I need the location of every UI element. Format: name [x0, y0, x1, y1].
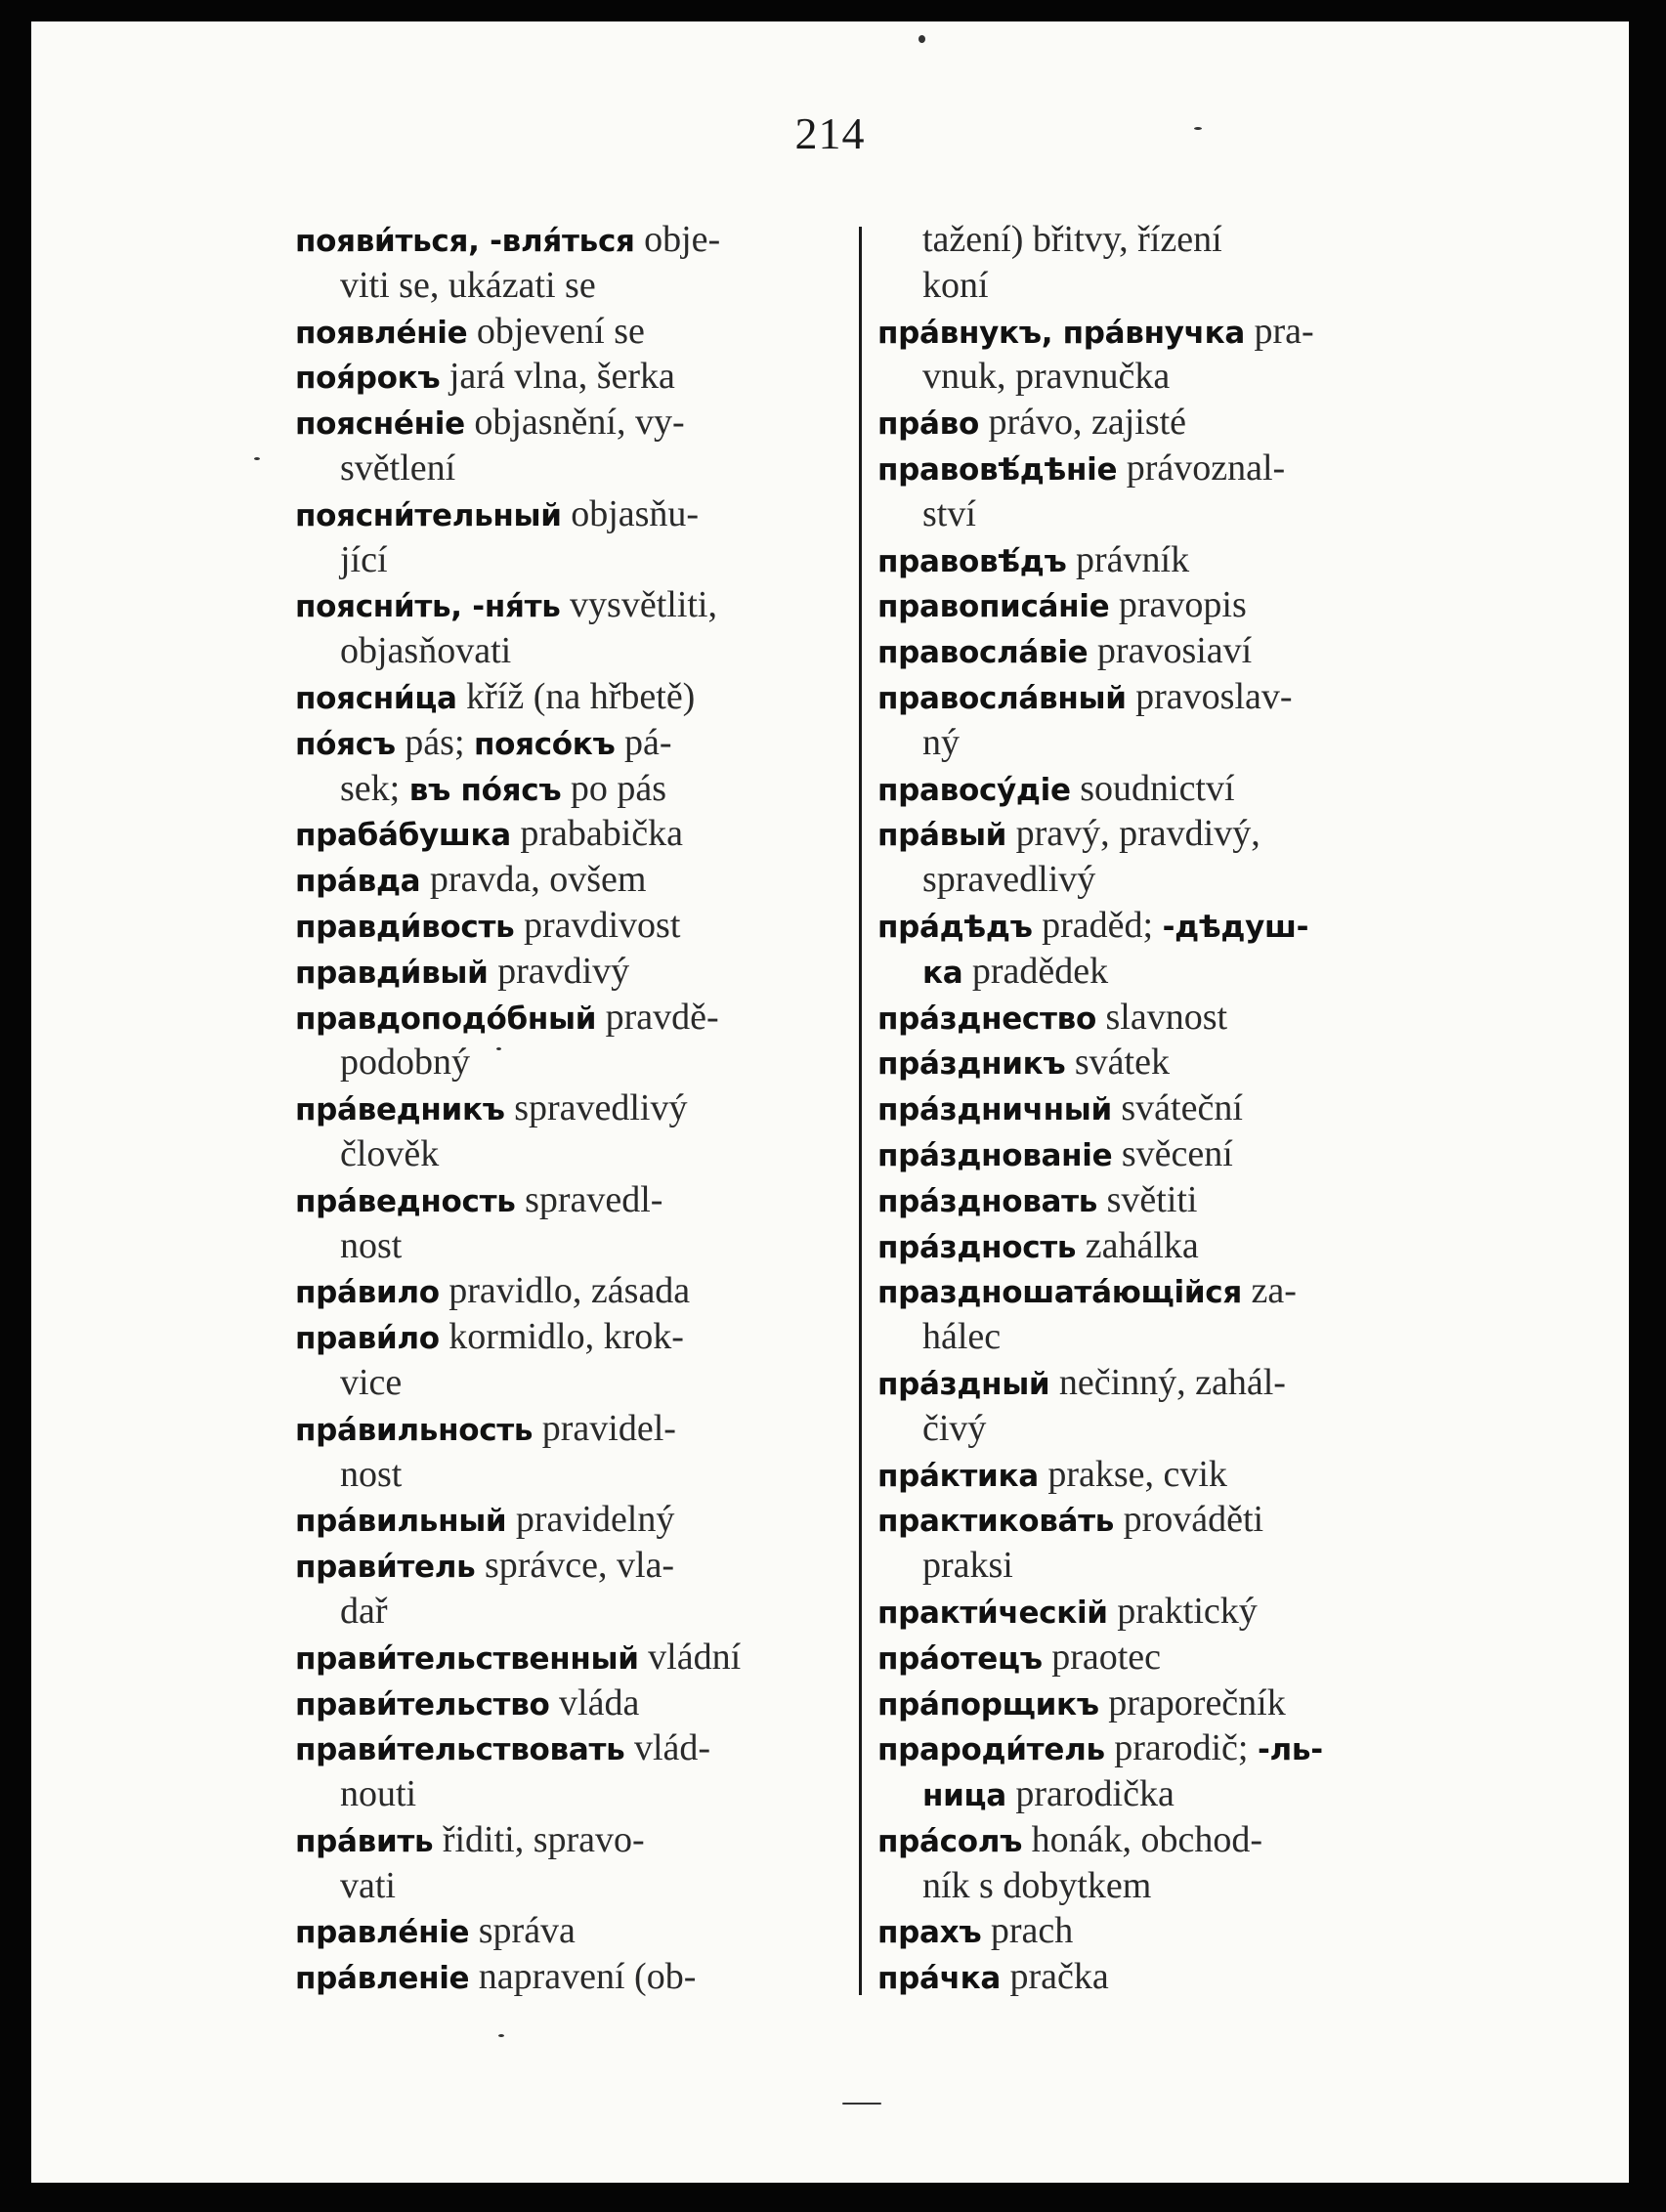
entry-continuation-line: [295, 1771, 862, 1817]
headword: прави́тель: [295, 1550, 476, 1586]
headword: правослáвный: [877, 680, 1127, 716]
entry-continuation-line: [877, 949, 1444, 995]
translation: obje-: [634, 219, 721, 260]
entry-continuation-line: [877, 857, 1444, 903]
translation: pravdě-: [596, 996, 719, 1038]
dictionary-entry-line: [295, 582, 862, 628]
translation: vati: [340, 1864, 396, 1906]
headword: праздношатáющійся: [877, 1275, 1242, 1311]
headword: прáзднество: [877, 1000, 1096, 1037]
speck: [842, 2103, 881, 2105]
headword: прáведность: [295, 1183, 516, 1219]
dictionary-entry-line: [877, 1908, 1444, 1954]
headword: прáотецъ: [877, 1640, 1043, 1677]
dictionary-entry-line: [877, 1635, 1444, 1680]
translation: slavnost: [1095, 996, 1228, 1038]
dictionary-entry-line: [295, 1406, 862, 1452]
headword: правовѣ́дъ: [877, 543, 1067, 579]
dictionary-entry-line: [877, 400, 1444, 446]
dictionary-entry-line: [877, 1268, 1444, 1314]
translation: zahálka: [1076, 1224, 1199, 1266]
entry-continuation-line: [295, 628, 862, 674]
dictionary-entry-line: [295, 674, 862, 720]
translation: prarodička: [1005, 1773, 1175, 1815]
dictionary-entry-line: [295, 1635, 862, 1680]
dictionary-entry-line: [295, 400, 862, 446]
dictionary-entry-line: [877, 674, 1444, 720]
headword: прáздничный: [877, 1092, 1112, 1128]
headword: правди́вость: [295, 909, 515, 945]
translation: pra-: [1245, 310, 1314, 352]
headword: прáвильность: [295, 1412, 534, 1448]
speck: [498, 2034, 504, 2037]
headword: прáвило: [295, 1275, 440, 1311]
dictionary-entry-line: [877, 1452, 1444, 1498]
translation: viti se, ukázati se: [340, 264, 596, 306]
headword: прáздникъ: [877, 1046, 1066, 1083]
headword: правописáніе: [877, 589, 1110, 625]
headword: практиковáть: [877, 1504, 1115, 1540]
headword: прáвленіе: [295, 1961, 470, 1997]
translation: svátek: [1065, 1042, 1170, 1084]
dictionary-entry-line: [295, 1680, 862, 1726]
dictionary-entry-line: [295, 1954, 862, 2000]
dictionary-entry-line: [295, 309, 862, 355]
dictionary-entry-line: [877, 1589, 1444, 1635]
translation: správce, vla-: [475, 1545, 675, 1587]
entry-continuation-line: [877, 217, 1444, 263]
translation: za-: [1241, 1270, 1297, 1312]
headword: въ по́ясъ: [408, 772, 562, 808]
entry-continuation-line: [295, 537, 862, 583]
translation: pradědek: [962, 950, 1109, 992]
dictionary-entry-line: [295, 1085, 862, 1131]
dictionary-entry-line: [877, 1085, 1444, 1131]
translation: praděd;: [1032, 904, 1163, 946]
entry-continuation-line: [295, 1223, 862, 1269]
translation: čivý: [922, 1407, 987, 1449]
translation: správa: [469, 1910, 576, 1952]
headword: прáздновать: [877, 1183, 1098, 1219]
entry-continuation-line: [295, 1863, 862, 1909]
translation: kormidlo, krok-: [439, 1316, 684, 1358]
headword: правди́вый: [295, 955, 489, 991]
translation: vysvětliti,: [560, 584, 717, 626]
entry-continuation-line: [295, 1131, 862, 1177]
translation: právník: [1066, 538, 1190, 580]
headword: прáдѣдъ: [877, 909, 1033, 945]
translation: pravdivý: [488, 950, 630, 992]
translation: tažení) břitvy, řízení: [922, 219, 1222, 260]
translation: nost: [340, 1224, 403, 1266]
headword: появи́ться, -вля́ться: [295, 224, 635, 259]
translation: po pás: [561, 767, 666, 809]
headword: прáсолъ: [877, 1823, 1023, 1859]
dictionary-entry-line: [877, 1177, 1444, 1223]
dictionary-entry-line: [877, 1725, 1444, 1771]
entry-continuation-line: [877, 263, 1444, 309]
translation: spravedlivý: [504, 1087, 688, 1129]
dictionary-entry-line: [877, 995, 1444, 1041]
headword: праба́бушка: [295, 818, 511, 854]
dictionary-entry-line: [877, 582, 1444, 628]
headword: поясóкъ: [474, 726, 616, 762]
headword: прáчка: [877, 1961, 1001, 1997]
headword: прáвда: [295, 864, 421, 900]
dictionary-entry-line: [295, 1268, 862, 1314]
translation: právo, zajisté: [978, 402, 1187, 444]
dictionary-entry-line: [877, 537, 1444, 583]
dictionary-entry-line: [295, 949, 862, 995]
translation: právoznal-: [1117, 447, 1286, 489]
headword: ка: [922, 955, 963, 991]
translation: praksi: [922, 1545, 1013, 1587]
headword: прáздность: [877, 1229, 1077, 1265]
translation: pravidlo, zásada: [439, 1270, 691, 1312]
headword: появлéніе: [295, 315, 468, 351]
dictionary-entry-line: [877, 446, 1444, 491]
translation: kříž (na hřbetě): [456, 675, 696, 717]
translation: pá-: [615, 721, 672, 763]
dictionary-entry-line: [295, 857, 862, 903]
translation: vnuk, pravnučka: [922, 356, 1171, 398]
translation: prach: [981, 1910, 1074, 1952]
translation: sek;: [340, 767, 409, 809]
headword: прáвить: [295, 1823, 434, 1859]
dictionary-entry-line: [295, 354, 862, 400]
translation: praporečník: [1098, 1681, 1286, 1723]
entry-continuation-line: [295, 1452, 862, 1498]
dictionary-entry-line: [877, 1817, 1444, 1863]
dictionary-entry-line: [295, 720, 862, 766]
speck: [1194, 127, 1202, 130]
translation: honák, obchod-: [1022, 1818, 1262, 1860]
entry-continuation-line: [295, 766, 862, 812]
dictionary-entry-line: [877, 1954, 1444, 2000]
dictionary-entry-line: [877, 1497, 1444, 1543]
translation: vlád-: [624, 1727, 711, 1769]
translation: světlení: [340, 447, 456, 489]
entry-continuation-line: [295, 1040, 862, 1085]
translation: objevení se: [467, 310, 645, 352]
headword: прáпорщикъ: [877, 1686, 1099, 1723]
headword: прáвнукъ, прáвнучка: [877, 315, 1245, 351]
dictionary-entry-line: [877, 1223, 1444, 1269]
translation: prováděti: [1114, 1499, 1264, 1541]
translation: ství: [922, 492, 976, 534]
translation: vláda: [549, 1681, 640, 1723]
headword: прáвый: [877, 818, 1007, 854]
dictionary-entry-line: [295, 1314, 862, 1360]
translation: pravidelný: [506, 1499, 675, 1541]
translation: nost: [340, 1453, 403, 1495]
headword: по́ясъ: [295, 726, 396, 762]
translation: pravidel-: [533, 1407, 676, 1449]
translation: objasňovati: [340, 630, 512, 672]
entry-continuation-line: [877, 1314, 1444, 1360]
speck: [254, 457, 260, 460]
translation: nečinný, zahál-: [1049, 1361, 1286, 1403]
translation: spravedl-: [515, 1178, 663, 1220]
entry-continuation-line: [877, 1771, 1444, 1817]
dictionary-entry-line: [295, 1817, 862, 1863]
headword: правдоподóбный: [295, 1000, 597, 1037]
translation: pravosiaví: [1088, 630, 1253, 672]
headword: прахъ: [877, 1915, 982, 1951]
dictionary-entry-line: [295, 1725, 862, 1771]
right-column: [877, 217, 1444, 2000]
translation: podobný: [340, 1042, 470, 1084]
dictionary-entry-line: [295, 811, 862, 857]
entry-continuation-line: [877, 354, 1444, 400]
dictionary-entry-line: [295, 1177, 862, 1223]
translation: pravý, pravdivý,: [1006, 813, 1260, 855]
left-column: [295, 217, 862, 2000]
translation: pás;: [395, 721, 475, 763]
dictionary-entry-line: [295, 903, 862, 949]
headword: правлéніе: [295, 1915, 470, 1951]
headword: прáздный: [877, 1366, 1050, 1402]
dictionary-entry-line: [295, 1543, 862, 1589]
page-number: 214: [794, 108, 866, 158]
headword: прáктика: [877, 1458, 1039, 1494]
dictionary-entry-line: [295, 995, 862, 1041]
headword: правослáвіе: [877, 635, 1089, 671]
translation: ník s dobytkem: [922, 1864, 1152, 1906]
translation: objasňu-: [561, 492, 700, 534]
headword: прáведникъ: [295, 1092, 505, 1128]
headword: -ль-: [1257, 1732, 1323, 1768]
translation: člověk: [340, 1132, 440, 1174]
translation: objasnění, vy-: [464, 402, 685, 444]
dictionary-page: [31, 21, 1629, 2183]
speck: [496, 1047, 501, 1050]
dictionary-entry-line: [877, 628, 1444, 674]
column-divider: [859, 227, 862, 1995]
entry-continuation-line: [877, 720, 1444, 766]
headword: прави́ло: [295, 1321, 440, 1357]
translation: světiti: [1097, 1178, 1198, 1220]
translation: dař: [340, 1590, 388, 1632]
translation: řiditi, spravo-: [433, 1818, 645, 1860]
headword: прáвильный: [295, 1504, 507, 1540]
headword: поясни́ть, -ня́ть: [295, 589, 561, 625]
dictionary-entry-line: [295, 1497, 862, 1543]
translation: pravopis: [1109, 584, 1247, 626]
headword: правовѣ́дѣніе: [877, 451, 1118, 488]
entry-continuation-line: [295, 263, 862, 309]
dictionary-entry-line: [877, 903, 1444, 949]
dictionary-entry-line: [877, 1360, 1444, 1406]
entry-continuation-line: [877, 1543, 1444, 1589]
speck: [918, 35, 925, 43]
entry-continuation-line: [877, 1863, 1444, 1909]
translation: pračka: [1000, 1956, 1109, 1998]
translation: jará vlna, šerka: [440, 356, 675, 398]
dictionary-entry-line: [877, 1680, 1444, 1726]
headword: поя́рокъ: [295, 361, 441, 397]
dictionary-entry-line: [877, 309, 1444, 355]
headword: прáзднованіе: [877, 1137, 1113, 1173]
translation: koní: [922, 264, 989, 306]
dictionary-entry-line: [877, 766, 1444, 812]
translation: hálec: [922, 1316, 1002, 1358]
translation: pravda, ovšem: [420, 859, 647, 901]
headword: поясни́тельный: [295, 497, 562, 533]
headword: практи́ческій: [877, 1595, 1108, 1631]
entry-continuation-line: [295, 1360, 862, 1406]
translation: jící: [340, 538, 388, 580]
headword: пояснéніе: [295, 406, 465, 443]
headword: прави́тельство: [295, 1686, 550, 1723]
dictionary-entry-line: [295, 217, 862, 263]
dictionary-entry-line: [295, 491, 862, 537]
dictionary-entry-line: [295, 1908, 862, 1954]
dictionary-entry-line: [877, 1040, 1444, 1085]
translation: soudnictví: [1070, 767, 1235, 809]
entry-continuation-line: [877, 1406, 1444, 1452]
translation: ný: [922, 721, 960, 763]
translation: vice: [340, 1361, 403, 1403]
translation: svěcení: [1112, 1132, 1233, 1174]
headword: ница: [922, 1778, 1006, 1814]
translation: nouti: [340, 1773, 417, 1815]
dictionary-entry-line: [877, 811, 1444, 857]
translation: pravdivost: [514, 904, 681, 946]
translation: pravoslav-: [1126, 675, 1293, 717]
translation: praktický: [1107, 1590, 1258, 1632]
translation: prababička: [510, 813, 684, 855]
headword: прароди́тель: [877, 1732, 1105, 1768]
dictionary-entry-line: [877, 1131, 1444, 1177]
translation: napravení (ob-: [469, 1956, 697, 1998]
headword: -дѣдуш-: [1162, 909, 1309, 945]
translation: vládní: [638, 1636, 742, 1678]
translation: prakse, cvik: [1038, 1453, 1227, 1495]
translation: spravedlivý: [922, 859, 1096, 901]
translation: praotec: [1042, 1636, 1162, 1678]
headword: правосу́діе: [877, 772, 1071, 808]
headword: прави́тельственный: [295, 1640, 639, 1677]
entry-continuation-line: [877, 491, 1444, 537]
translation: sváteční: [1111, 1087, 1243, 1129]
entry-continuation-line: [295, 446, 862, 491]
headword: поясни́ца: [295, 680, 457, 716]
headword: прáво: [877, 406, 979, 443]
translation: prarodič;: [1104, 1727, 1258, 1769]
entry-continuation-line: [295, 1589, 862, 1635]
headword: прави́тельствовать: [295, 1732, 625, 1768]
